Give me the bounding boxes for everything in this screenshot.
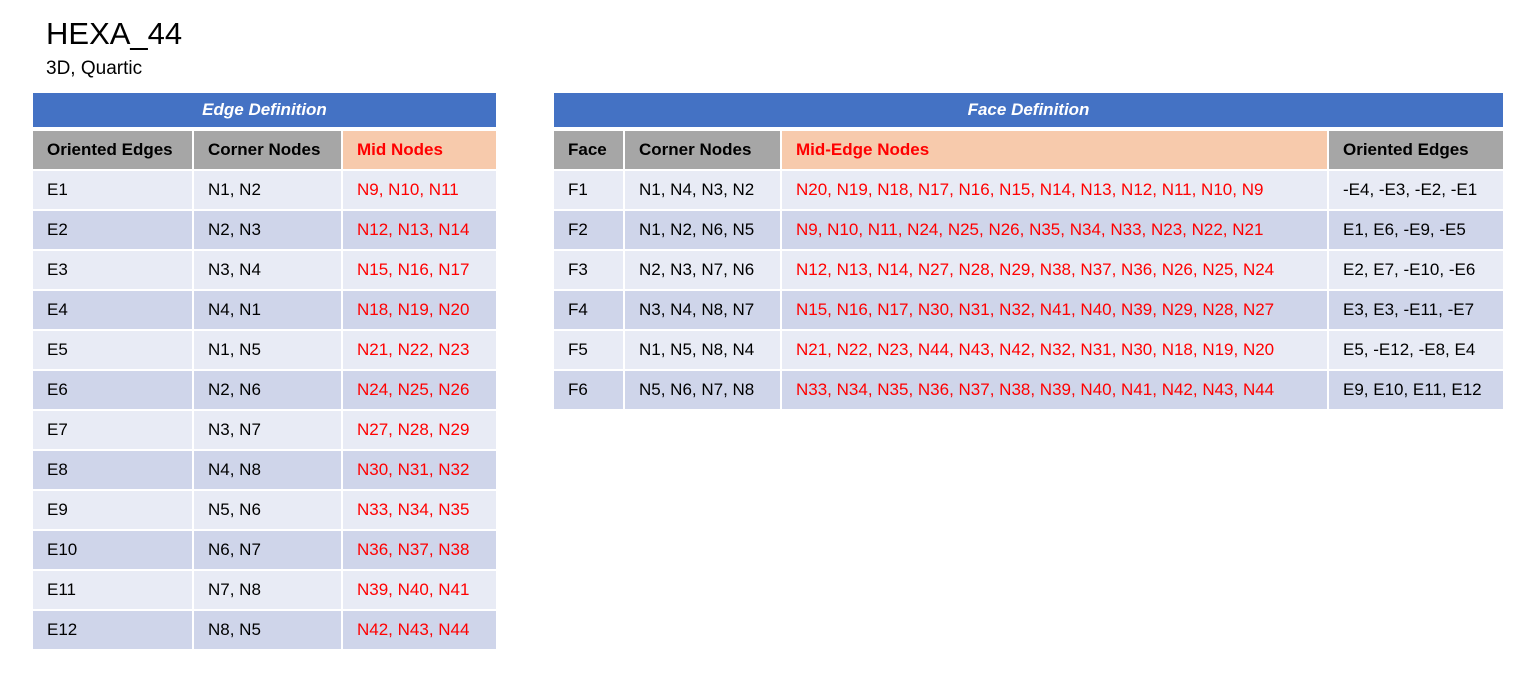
mid-nodes-cell: N42, N43, N44 [343, 611, 496, 651]
oriented-edges-cell: E1, E6, -E9, -E5 [1329, 211, 1503, 251]
edge-id-cell: E3 [33, 251, 194, 291]
face-id-cell: F3 [554, 251, 625, 291]
table-row [33, 411, 496, 451]
table-row [33, 611, 496, 651]
face-header-corner-nodes: Corner Nodes [625, 131, 782, 171]
table-row [33, 171, 496, 211]
corner-nodes-cell: N1, N2 [194, 171, 343, 211]
face-id-cell: F1 [554, 171, 625, 211]
mid-edge-nodes-cell: N33, N34, N35, N36, N37, N38, N39, N40, N41, N42, N43, N44 [782, 371, 1329, 411]
table-row [33, 371, 496, 411]
face-table-banner: Face Definition [554, 93, 1503, 131]
page-title: HEXA_44 [46, 16, 183, 51]
mid-nodes-cell: N18, N19, N20 [343, 291, 496, 331]
table-row [554, 211, 1503, 251]
corner-nodes-cell: N3, N7 [194, 411, 343, 451]
corner-nodes-cell: N2, N3, N7, N6 [625, 251, 782, 291]
corner-nodes-cell: N3, N4 [194, 251, 343, 291]
corner-nodes-cell: N1, N4, N3, N2 [625, 171, 782, 211]
table-row [33, 251, 496, 291]
corner-nodes-cell: N5, N6, N7, N8 [625, 371, 782, 411]
edge-definition-table [33, 93, 496, 651]
edge-table-body [33, 171, 496, 651]
face-header-mid-edge-nodes: Mid-Edge Nodes [782, 131, 1329, 171]
mid-nodes-cell: N15, N16, N17 [343, 251, 496, 291]
table-row [554, 171, 1503, 211]
edge-header-corner-nodes: Corner Nodes [194, 131, 343, 171]
edge-id-cell: E9 [33, 491, 194, 531]
table-row [33, 531, 496, 571]
edge-id-cell: E4 [33, 291, 194, 331]
corner-nodes-cell: N1, N5 [194, 331, 343, 371]
edge-id-cell: E8 [33, 451, 194, 491]
corner-nodes-cell: N4, N8 [194, 451, 343, 491]
corner-nodes-cell: N1, N5, N8, N4 [625, 331, 782, 371]
edge-table-banner: Edge Definition [33, 93, 496, 131]
mid-nodes-cell: N21, N22, N23 [343, 331, 496, 371]
mid-nodes-cell: N30, N31, N32 [343, 451, 496, 491]
mid-nodes-cell: N12, N13, N14 [343, 211, 496, 251]
edge-id-cell: E12 [33, 611, 194, 651]
face-id-cell: F4 [554, 291, 625, 331]
mid-nodes-cell: N27, N28, N29 [343, 411, 496, 451]
oriented-edges-cell: E9, E10, E11, E12 [1329, 371, 1503, 411]
edge-id-cell: E1 [33, 171, 194, 211]
table-row [33, 451, 496, 491]
corner-nodes-cell: N6, N7 [194, 531, 343, 571]
face-definition-table [554, 93, 1503, 411]
face-id-cell: F6 [554, 371, 625, 411]
table-row [554, 291, 1503, 331]
mid-edge-nodes-cell: N15, N16, N17, N30, N31, N32, N41, N40, N39, N29, N28, N27 [782, 291, 1329, 331]
mid-nodes-cell: N9, N10, N11 [343, 171, 496, 211]
mid-nodes-cell: N24, N25, N26 [343, 371, 496, 411]
table-row [33, 291, 496, 331]
mid-edge-nodes-cell: N12, N13, N14, N27, N28, N29, N38, N37, N36, N26, N25, N24 [782, 251, 1329, 291]
corner-nodes-cell: N8, N5 [194, 611, 343, 651]
face-header-oriented-edges: Oriented Edges [1329, 131, 1503, 171]
mid-edge-nodes-cell: N21, N22, N23, N44, N43, N42, N32, N31, N30, N18, N19, N20 [782, 331, 1329, 371]
corner-nodes-cell: N5, N6 [194, 491, 343, 531]
mid-edge-nodes-cell: N9, N10, N11, N24, N25, N26, N35, N34, N33, N23, N22, N21 [782, 211, 1329, 251]
table-row [33, 211, 496, 251]
mid-nodes-cell: N39, N40, N41 [343, 571, 496, 611]
face-id-cell: F2 [554, 211, 625, 251]
edge-id-cell: E7 [33, 411, 194, 451]
mid-nodes-cell: N36, N37, N38 [343, 531, 496, 571]
table-row [33, 331, 496, 371]
table-row [554, 371, 1503, 411]
oriented-edges-cell: -E4, -E3, -E2, -E1 [1329, 171, 1503, 211]
table-row [33, 571, 496, 611]
edge-id-cell: E11 [33, 571, 194, 611]
oriented-edges-cell: E2, E7, -E10, -E6 [1329, 251, 1503, 291]
edge-header-oriented-edges: Oriented Edges [33, 131, 194, 171]
corner-nodes-cell: N1, N2, N6, N5 [625, 211, 782, 251]
corner-nodes-cell: N2, N6 [194, 371, 343, 411]
face-table-body [554, 171, 1503, 411]
edge-id-cell: E2 [33, 211, 194, 251]
edge-id-cell: E5 [33, 331, 194, 371]
edge-id-cell: E6 [33, 371, 194, 411]
face-id-cell: F5 [554, 331, 625, 371]
mid-nodes-cell: N33, N34, N35 [343, 491, 496, 531]
table-row [554, 251, 1503, 291]
edge-header-mid-nodes: Mid Nodes [343, 131, 496, 171]
oriented-edges-cell: E3, E3, -E11, -E7 [1329, 291, 1503, 331]
table-row [33, 491, 496, 531]
oriented-edges-cell: E5, -E12, -E8, E4 [1329, 331, 1503, 371]
page-subtitle: 3D, Quartic [46, 58, 143, 79]
corner-nodes-cell: N4, N1 [194, 291, 343, 331]
corner-nodes-cell: N3, N4, N8, N7 [625, 291, 782, 331]
corner-nodes-cell: N2, N3 [194, 211, 343, 251]
corner-nodes-cell: N7, N8 [194, 571, 343, 611]
table-row [554, 331, 1503, 371]
mid-edge-nodes-cell: N20, N19, N18, N17, N16, N15, N14, N13, N12, N11, N10, N9 [782, 171, 1329, 211]
face-header-face: Face [554, 131, 625, 171]
edge-id-cell: E10 [33, 531, 194, 571]
